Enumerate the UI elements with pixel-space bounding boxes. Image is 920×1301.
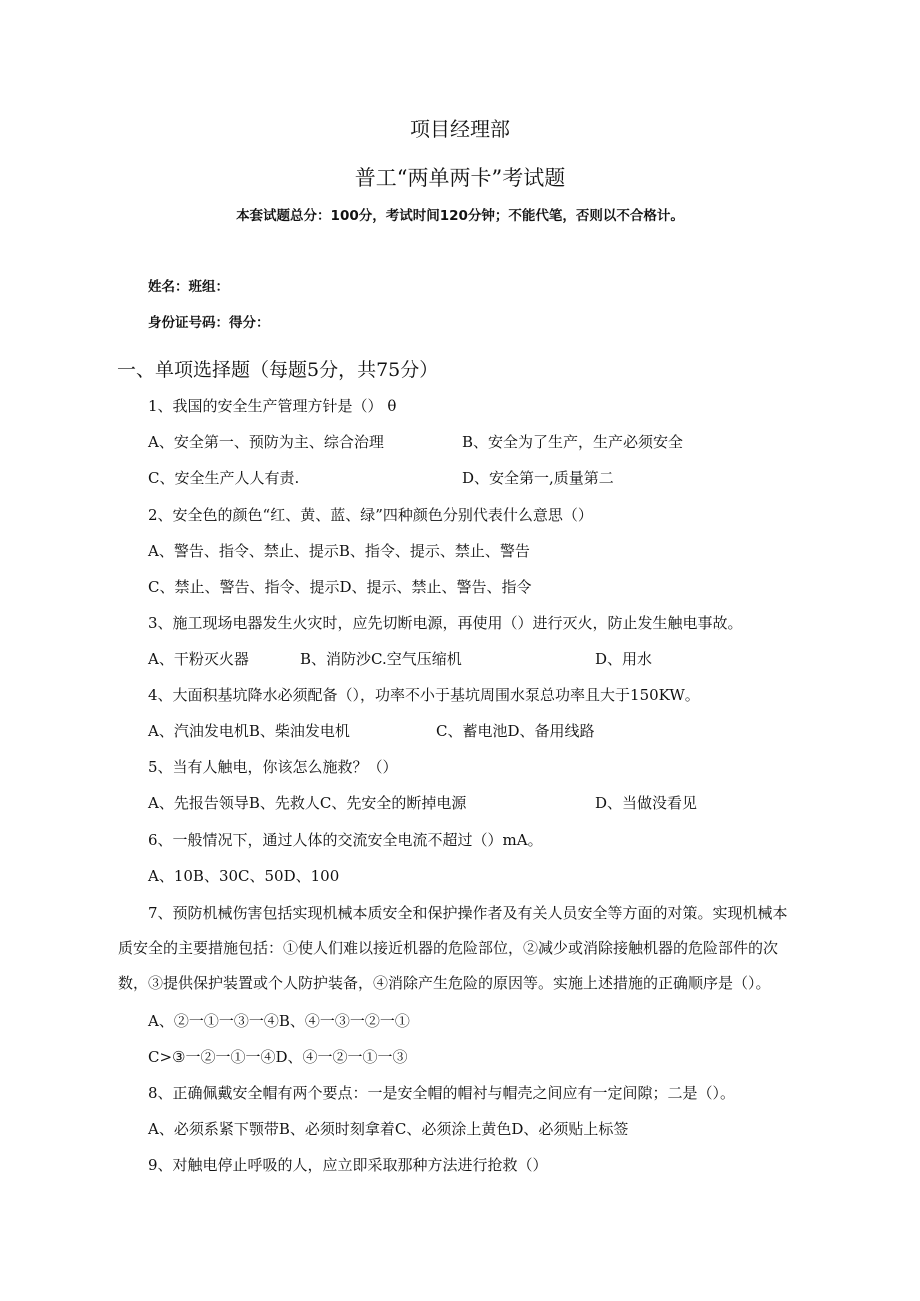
question-1: 1、我国的安全生产管理方针是（） θ — [148, 397, 397, 415]
q7-options-cd: C>③一②一①一④D、④一②一①一③ — [148, 1048, 408, 1066]
q4-options-cd: C、蓄电池D、备用线路 — [436, 722, 595, 740]
question-6: 6、一般情况下，通过人体的交流安全电流不超过（）mA。 — [148, 831, 543, 849]
q5-options-abc: A、先报告领导B、先救人C、先安全的断掉电源 — [148, 794, 467, 812]
exam-notice: 本套试题总分：100分，考试时间120分钟；不能代笔，否则以不合格计。 — [236, 208, 684, 224]
id-score-field: 身份证号码：得分： — [148, 315, 270, 331]
question-5: 5、当有人触电，你该怎么施救？（） — [148, 758, 398, 776]
q7-options-ab: A、②一①一③一④B、④一③一②一① — [148, 1012, 410, 1030]
question-7-line-3: 数，③提供保护装置或个人防护装备，④消除产生危险的原因等。实施上述措施的正确顺序是（）。 — [118, 974, 771, 992]
exam-title: 普工“两单两卡”考试题 — [354, 166, 566, 190]
question-3: 3、施工现场电器发生火灾时，应先切断电源，再使用（）进行灭火，防止发生触电事故。 — [148, 614, 743, 632]
q1-option-d: D、安全第一,质量第二 — [462, 469, 614, 487]
q3-option-a: A、干粉灭火器 — [148, 650, 249, 668]
q1-option-c: C、安全生产人人有责. — [148, 469, 300, 487]
q1-option-b: B、安全为了生产，生产必须安全 — [462, 433, 684, 451]
question-2: 2、安全色的颜色“红、黄、蓝、绿”四种颜色分别代表什么意思（） — [148, 506, 593, 524]
question-7-line-1: 7、预防机械伤害包括实现机械本质安全和保护操作者及有关人员安全等方面的对策。实现机械本 — [148, 904, 788, 922]
q5-option-d: D、当做没看见 — [595, 794, 698, 812]
q1-option-a: A、安全第一、预防为主、综合治理 — [148, 433, 384, 451]
q3-options-bc: B、消防沙C.空气压缩机 — [300, 650, 462, 668]
question-8: 8、正确佩戴安全帽有两个要点：一是安全帽的帽衬与帽壳之间应有一定间隙；二是（）。 — [148, 1084, 736, 1102]
q3-option-d: D、用水 — [595, 650, 653, 668]
name-group-field: 姓名：班组： — [148, 279, 229, 295]
org-title: 项目经理部 — [410, 117, 510, 141]
q4-options-ab: A、汽油发电机B、柴油发电机 — [148, 722, 350, 740]
q2-options-ab: A、警告、指令、禁止、提示B、指令、提示、禁止、警告 — [148, 542, 530, 560]
q8-options: A、必须系紧下颚带B、必须时刻拿着C、必须涂上黄色D、必须贴上标签 — [148, 1120, 629, 1138]
q2-options-cd: C、禁止、警告、指令、提示D、提示、禁止、警告、指令 — [148, 578, 532, 596]
q6-options: A、10B、30C、50D、100 — [148, 867, 340, 885]
section-title: 一、单项选择题（每题5分，共75分） — [117, 359, 439, 381]
question-4: 4、大面积基坑降水必须配备（），功率不小于基坑周围水泵总功率且大于150KW。 — [148, 686, 700, 704]
question-7-line-2: 质安全的主要措施包括：①使人们难以接近机器的危险部位，②减少或消除接触机器的危险部件的次 — [118, 939, 779, 957]
question-9: 9、对触电停止呼吸的人，应立即采取那种方法进行抢救（） — [148, 1156, 548, 1174]
